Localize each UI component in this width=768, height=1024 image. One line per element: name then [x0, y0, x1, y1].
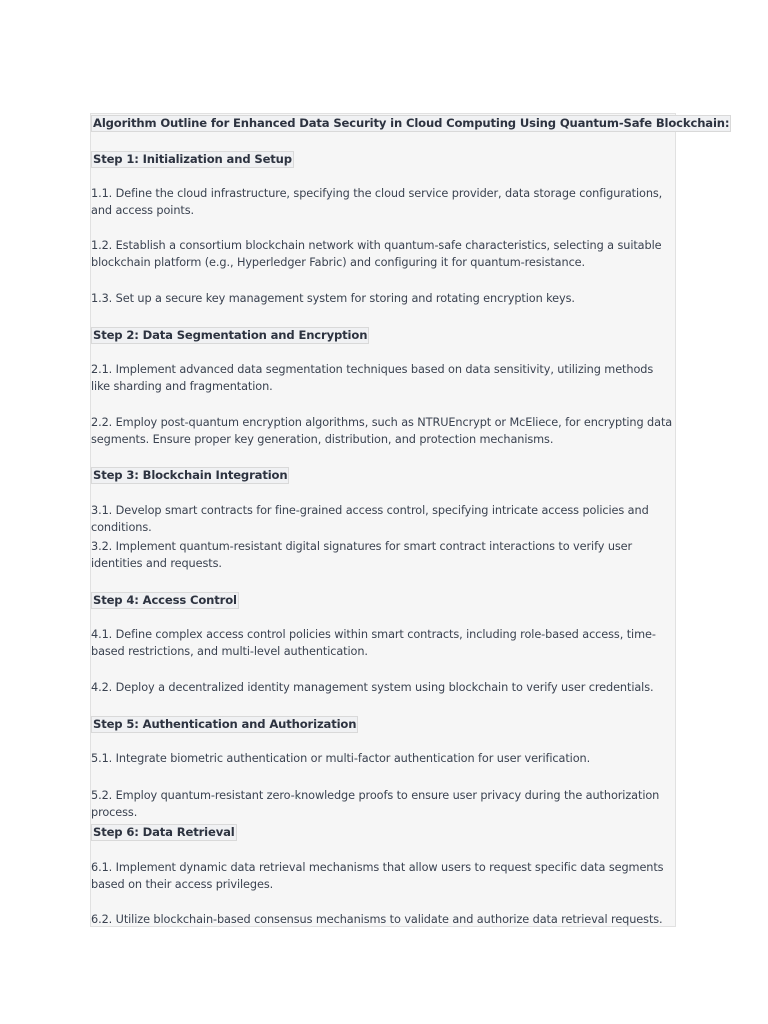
step-1-item-2: 1.2. Establish a consortium blockchain network with quantum-safe characteristics, selecting a suitable blockchain platform (e.g., Hyperledger Fabric) and configuring it for quantum-resistance. [91, 239, 662, 269]
step-6-item-2: 6.2. Utilize blockchain-based consensus mechanisms to validate and authorize data retrieval requests. [91, 913, 663, 926]
step-3-heading: Step 3: Blockchain Integration [93, 468, 288, 482]
step-5-heading: Step 5: Authentication and Authorization [93, 717, 357, 731]
step-1-heading: Step 1: Initialization and Setup [93, 152, 292, 166]
step-3-item-2: 3.2. Implement quantum-resistant digital signatures for smart contract interactions to verify user identities and requests. [91, 540, 633, 570]
step-6-heading: Step 6: Data Retrieval [93, 825, 235, 839]
step-3-item-1: 3.1. Develop smart contracts for fine-grained access control, specifying intricate access policies and conditions. [91, 504, 649, 534]
step-1-item-3: 1.3. Set up a secure key management system for storing and rotating encryption keys. [91, 292, 575, 305]
step-4-heading: Step 4: Access Control [93, 593, 237, 607]
step-5-item-2: 5.2. Employ quantum-resistant zero-knowledge proofs to ensure user privacy during the authorization process. [91, 789, 660, 819]
step-1-item-1: 1.1. Define the cloud infrastructure, specifying the cloud service provider, data storage configurations, and access points. [91, 187, 663, 217]
step-4-item-2: 4.2. Deploy a decentralized identity management system using blockchain to verify user credentials. [91, 681, 654, 694]
step-2-item-1: 2.1. Implement advanced data segmentation techniques based on data sensitivity, utilizing methods like sharding and fragmentation. [91, 363, 654, 393]
step-2-item-2: 2.2. Employ post-quantum encryption algorithms, such as NTRUEncrypt or McEliece, for encrypting data segments. Ensure proper key generation, distribution, and protection mechanisms. [91, 416, 673, 446]
step-5-item-1: 5.1. Integrate biometric authentication or multi-factor authentication for user verification. [91, 752, 591, 765]
document-content [90, 113, 730, 927]
document-title: Algorithm Outline for Enhanced Data Security in Cloud Computing Using Quantum-Safe Blockchain: [93, 116, 730, 130]
step-2-heading: Step 2: Data Segmentation and Encryption [93, 328, 368, 342]
step-4-item-1: 4.1. Define complex access control policies within smart contracts, including role-based access, time-based restrictions, and multi-level authentication. [91, 628, 656, 658]
step-6-item-1: 6.1. Implement dynamic data retrieval mechanisms that allow users to request specific data segments based on their access privileges. [91, 861, 664, 891]
